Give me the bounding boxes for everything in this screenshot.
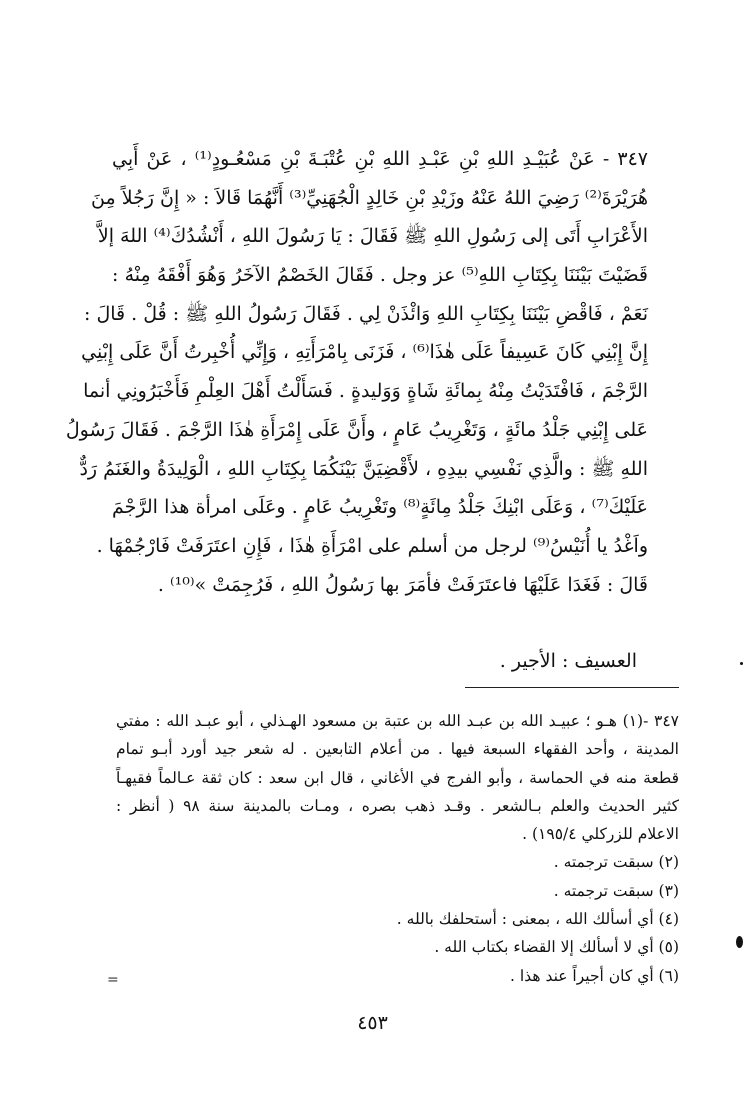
footnotes xyxy=(116,707,679,990)
footnote-line: ٣٤٧ -(١) هـو ؛ عبيـد الله بن عبـد الله بن عتبة بن مسعود الهـذلي ، أبو عبـد الله : مفتي xyxy=(116,712,679,730)
hadith-text xyxy=(65,140,648,604)
margin-mark: = xyxy=(107,972,119,988)
footnote-line: كثير الحديث والعلم بـالشعر . وقـد ذهب بصره ، ومـات بالمدينة سنة ٩٨ ( أنظر : xyxy=(116,796,679,815)
hadith-line: عَلَيْكَ⁽⁷⁾ ، وَعَلَى ابْنِكَ جَلْدُ مِائَةٍ⁽⁸⁾ وتَغْرِيبُ عَامٍ . وعَلَى امرأة هذا الرَّجْمَ xyxy=(112,496,648,519)
hadith-line: اللهِ ﷺ : والَّذِي نَفْسِي بيدِهِ ، لأَقْضِيَنَّ بَيْنَكُمَا بِكِتَابِ اللهِ ، الْوَلِيدَةُ والغَنَمُ رَدٌّ xyxy=(79,457,648,480)
footnote-line: (٣) سبقت ترجمته . xyxy=(553,881,679,900)
footnote-line: (٤) أي أسألك الله ، بمعنى : أستحلفك بالله . xyxy=(396,910,679,929)
footnote-line: المدينة ، وأحد الفقهاء السبعة فيها . من أعلام التابعين . له شعر جيد أورد أبـو تمام xyxy=(116,740,679,759)
hadith-line: نَعَمْ ، فَاقْضِ بَيْنَنَا بِكِتَابِ اللهِ وَائْذَنْ لِي . فَقَالَ رَسُولُ اللهِ ﷺ : قُلْ . قَالَ : xyxy=(84,302,648,325)
hadith-line: قَضَيْتَ بَيْنَنَا بِكِتَابِ اللهِ⁽⁵⁾ عز وجل . فَقَالَ الخَصْمُ الآخَرُ وَهُوَ أَفْقَهُ مِنْهُ : xyxy=(112,264,648,287)
hadith-line: قَالَ : فَغَدَا عَلَيْهَا فاعتَرَفَتْ فأمَرَ بها رَسُولُ اللهِ ، فَرُجِمَتْ »⁽¹⁰⁾ . xyxy=(157,573,648,596)
hadith-line: الأَعْرَابِ أَتَى إلى رَسُولِ اللهِ ﷺ فَقَالَ : يَا رَسُولَ اللهِ ، أَنْشُدُكَ⁽⁴⁾ اللهَ إلاَّ xyxy=(97,225,648,248)
footnote-line: (٢) سبقت ترجمته . xyxy=(553,853,679,872)
hadith-line: عَلى إِبْنِي جَلْدُ مائَةٍ ، وَتَغْرِيبُ عَامٍ ، وأَنَّ عَلَى إِمْرَأَةِ هٰذَا الرَّجْمَ . فَقَالَ رَسُولُ xyxy=(65,418,648,441)
hadith-line: الرَّجْمَ ، فَافْتَدَيْتُ مِنْهُ بِمائَةِ شَاةٍ وَوَليدةٍ . فَسَأَلْتُ أَهْلَ العِلْمِ فَأَخْبَرُونِي أنما xyxy=(83,380,648,403)
footnote-line: قطعة منه في الحماسة ، وأبو الفرج في الأغاني ، قال ابن سعد : كان ثقة عـالماً فقيهـاً xyxy=(116,768,679,787)
footnote-line: الاعلام للزركلي ١٩٥/٤) . xyxy=(522,825,679,844)
footnote-line: (٦) أي كان أجيراً عند هذا . xyxy=(510,966,679,985)
scan-speck xyxy=(736,936,743,948)
hadith-line: واَغْدُ يا أُنَيْسُ⁽⁹⁾ لرجل من أسلم على امْرَأَةِ هٰذَا ، فَإِنِ اعتَرَفَتْ فَارْجُمْهَا . xyxy=(96,534,648,557)
footnote-line: (٥) أي لا أسألك إلا القضاء بكتاب الله . xyxy=(434,938,679,957)
page-number: ٤٥٣ xyxy=(357,1012,388,1034)
glossary-note: العسيف : الأجير . xyxy=(499,650,637,672)
hadith-line: ٣٤٧ - عَنْ عُبَيْـدِ اللهِ بْنِ عَبْـدِ اللهِ بْنِ عُتْبَـةَ بْنِ مَسْعُـودٍ⁽¹⁾ ، عَنْ أَبِي xyxy=(112,148,648,170)
scan-speck xyxy=(740,662,743,665)
footnote-separator xyxy=(465,687,679,688)
hadith-line: إِنَّ إِبْنِي كَانَ عَسِيفاً عَلَى هٰذَا⁽⁶⁾ ، فَزَنَى بِامْرَأَتِهِ ، وَإِنِّي أُخْبِرتُ أَنَّ عَلَى إِبْنِي xyxy=(81,341,648,364)
hadith-line: هُرَيْرَةَ⁽²⁾ رَضِيَ اللهُ عَنْهُ وزَيْدِ بْنِ خَالِدٍ الْجُهَنِيِّ⁽³⁾ أَنَّهُمَا قَالاَ : « إِنَّ رَجُلاً مِنَ xyxy=(91,186,648,209)
